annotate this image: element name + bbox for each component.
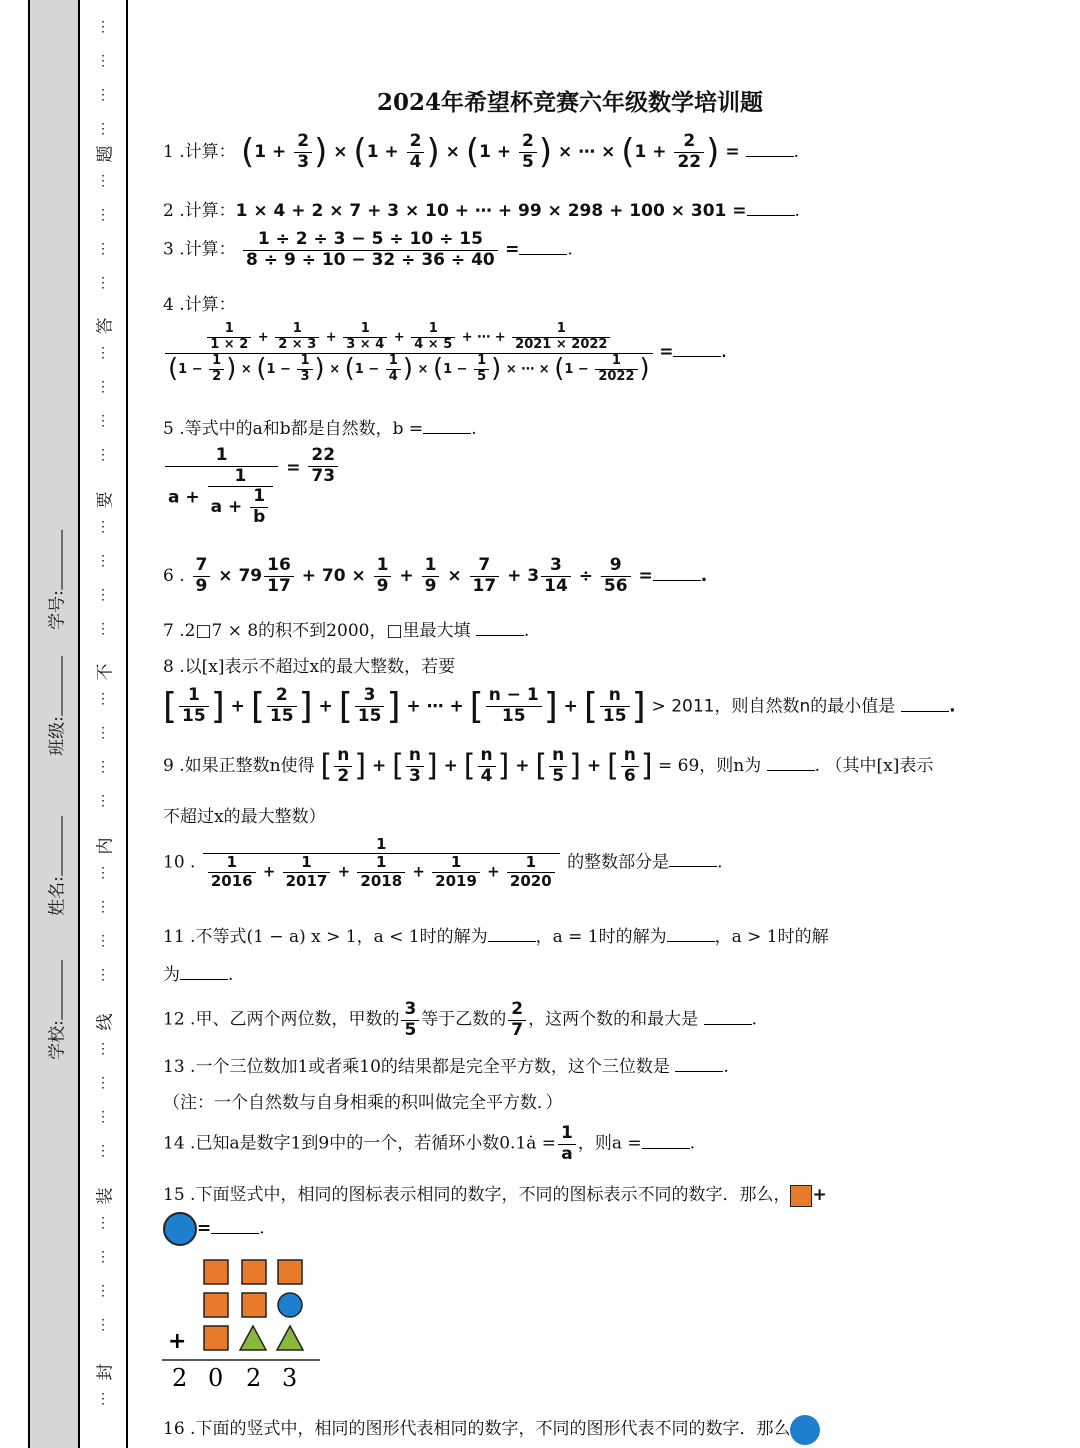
seal-char: 装 [95,1187,116,1205]
question-16: 16 .下面的竖式中，相同的图形代表相同的数字，不同的图形代表不同的数字．那么 [163,1414,820,1445]
blue-circle-icon [790,1415,820,1445]
student-info-field[interactable]: 学校: [43,960,68,1060]
answer-blank[interactable] [423,421,471,434]
student-info-field[interactable]: 姓名: [43,816,68,916]
orange-square-icon [790,1185,812,1207]
seal-dots: ⋮ [96,53,110,69]
seal-dots: ⋮ [96,1109,110,1125]
seal-dots: ⋮ [96,725,110,741]
question-number: 1 . [163,142,185,163]
answer-blank[interactable] [653,568,701,581]
blue-circle-icon [163,1212,197,1246]
answer-blank[interactable] [675,1059,723,1072]
seal-char: 答 [95,317,116,335]
seal-dots: ⋮ [96,793,110,809]
sum-digit: 3 [282,1364,298,1392]
question-3: 3 .计算： $\frac{1 \div 2 \div 3 - 5 \div 10 \div 15}{8 \div 9 \div 10 - 32 \div 36 \div 40}$ = . [163,229,573,270]
question-9-line2: 不超过x的最大整数） [163,807,326,827]
seal-dots: ⋮ [96,1391,110,1407]
seal-char: 内 [95,837,116,855]
seal-dots: ⋮ [96,1041,110,1057]
square-icon [242,1260,266,1284]
seal-dots: ⋮ [96,275,110,291]
answer-blank[interactable] [747,203,795,216]
answer-blank[interactable] [746,144,794,157]
question-10: 10 . 1 $\frac{1}{2016}$ + $\frac{1}{2017}$ + $\frac{1}{2018}$ + $\frac{1}{2019}$ + $\frac{1}{2020}$ 的整数部分是 . [163,835,723,890]
sum-digit: 2 [246,1364,262,1392]
seal-dots: ⋮ [96,19,110,35]
seal-dots: ⋮ [96,933,110,949]
question-11: 11 .不等式(1 − a) x > 1，a < 1时的解为 ，a = 1时的解为 ，a > 1时的解 [163,927,829,947]
vertical-addition-figure [160,1256,330,1396]
question-7: 7 .2□7 × 8的积不到2000，□里最大填 . [163,621,530,641]
square-icon [278,1260,302,1284]
seal-dots: ⋮ [96,413,110,429]
answer-blank[interactable] [673,344,721,357]
seal-dots: ⋮ [96,1075,110,1091]
seal-dots: ⋮ [96,207,110,223]
seal-dots: ⋮ [96,173,110,189]
question-14: 14 .已知a是数字1到9中的一个，若循环小数0.1ȧ = $\frac{1}{a}$ ，则a = . [163,1123,696,1164]
student-info-field[interactable]: 班级: [43,656,68,756]
question-13: 13 .一个三位数加1或者乘10的结果都是完全平方数，这个三位数是 . [163,1057,729,1077]
seal-char: 不 [95,663,116,681]
answer-blank[interactable] [667,929,715,942]
question-4: 4 .计算： [163,295,236,315]
page-title: 2024年希望杯竞赛六年级数学培训题 [376,89,763,116]
sum-digit: 0 [208,1364,224,1392]
seal-char: 题 [95,145,116,163]
seal-dots: ⋮ [96,967,110,983]
seal-dots: ⋮ [96,899,110,915]
square-icon [204,1260,228,1284]
seal-dots: ⋮ [96,87,110,103]
seal-dots: ⋮ [96,1143,110,1159]
plus-sign: + [168,1329,187,1354]
expression: 1 × 4 + 2 × 7 + 3 × 10 + ⋯ + 99 × 298 + 100 × 301 = [235,201,747,221]
answer-blank[interactable] [642,1136,690,1149]
seal-dots: ⋮ [96,1283,110,1299]
seal-char: 要 [95,491,116,509]
seal-dots: ⋮ [96,447,110,463]
question-5: 5 .等式中的a和b都是自然数，b = . [163,419,477,439]
seal-dots: ⋮ [96,759,110,775]
square-icon [242,1293,266,1317]
question-2: 2 .计算：1 × 4 + 2 × 7 + 3 × 10 + ⋯ + 99 × 298 + 100 × 301 = . [163,201,800,221]
seal-dots: ⋮ [96,1215,110,1231]
student-info-field[interactable]: 学号: [43,530,68,630]
seal-dots: ⋮ [96,865,110,881]
question-4-expression: $\frac{1}{1 \times 2}$ + $\frac{1}{2 \times 3}$ + $\frac{1}{3 \times 4}$ + $\frac{1}{4 \times 5}$ + ⋯ + $\frac{1}{2021 \times 2022}$ (1 − $\frac{1}{2}$ ) × (1 − $\frac{1}{3}$ ) × (1 − $\frac{1}{4}$ ) × (1 − $\frac{1}{5}$ ) × ⋯ × (1 − $\frac{1}{2022}$ ) = . [163,322,726,385]
question-11-line2: 为 . [163,965,234,985]
question-1: 1 .计算： (1 + $\frac{2}{3}$ ) × (1 + $\frac{2}{4}$ ) × (1 + $\frac{2}{5}$ ) × ⋯ × (1 + $\frac{2}{22}$ ) = . [163,131,799,173]
question-9: 9 .如果正整数n使得 [ $\frac{n}{2}$ ] + [ $\frac{n}{3}$ ] + [ $\frac{n}{4}$ ] + [ $\frac{n}{5}$ ] + [ $\frac{n}{6}$ ] = 69，则n为 . （其中[x]表示 [163,745,934,786]
question-15: 15 .下面竖式中，相同的图标表示相同的数字，不同的图标表示不同的数字．那么， + [163,1185,827,1205]
seal-dots: ⋮ [96,345,110,361]
question-15-line2: = . [163,1212,265,1246]
question-12: 12 .甲、乙两个两位数，甲数的 $\frac{3}{5}$ 等于乙数的 $\frac{2}{7}$ ，这两个数的和最大是 . [163,999,757,1040]
triangle-icon [277,1326,303,1350]
question-13-note: （注：一个自然数与自身相乘的积叫做完全平方数．） [163,1093,563,1113]
seal-dots: ⋮ [96,1317,110,1333]
seal-dots: ⋮ [96,587,110,603]
answer-blank[interactable] [669,854,717,867]
question-8-expression: [ $\frac{1}{15}$ ] + [ $\frac{2}{15}$ ] + [ $\frac{3}{15}$ ] + ⋯ + [ $\frac{n - 1}{15}$ ] + [ $\frac{n}{15}$ ] > 2011，则自然数n的最小值是 . [163,685,956,727]
circle-icon [278,1293,302,1317]
seal-dots: ⋮ [96,379,110,395]
answer-blank[interactable] [211,1221,259,1234]
answer-blank[interactable] [767,758,815,771]
triangle-icon [240,1326,266,1350]
answer-blank[interactable] [901,699,949,712]
square-icon [204,1293,228,1317]
seal-dots: ⋮ [96,121,110,137]
answer-blank[interactable] [476,623,524,636]
seal-char: 封 [95,1363,116,1381]
square-icon [204,1326,228,1350]
question-6: 6 . $\frac{7}{9}$ × 79 $\frac{16}{17}$ + 70 × $\frac{1}{9}$ + $\frac{1}{9}$ × $\frac{7}{17}$ + 3 $\frac{3}{14}$ ÷ $\frac{9}{56}$ = . [163,555,708,596]
question-8: 8 .以[x]表示不超过x的最大整数，若要 [163,657,456,677]
seal-dots: ⋮ [96,621,110,637]
question-5-equation: 1 a + 1 a + $\frac{1}{b}$ = $\frac{22}{73}$ [163,446,340,527]
answer-blank[interactable] [519,242,567,255]
seal-char: 线 [95,1013,116,1031]
seal-dots: ⋮ [96,519,110,535]
answer-blank[interactable] [488,929,536,942]
sum-digit: 2 [172,1364,188,1392]
seal-dots: ⋮ [96,1249,110,1265]
answer-blank[interactable] [704,1012,752,1025]
seal-dots: ⋮ [96,241,110,257]
question-label: 计算： [184,142,236,163]
seal-dots: ⋮ [96,691,110,707]
seal-dots: ⋮ [96,553,110,569]
answer-blank[interactable] [180,967,228,980]
